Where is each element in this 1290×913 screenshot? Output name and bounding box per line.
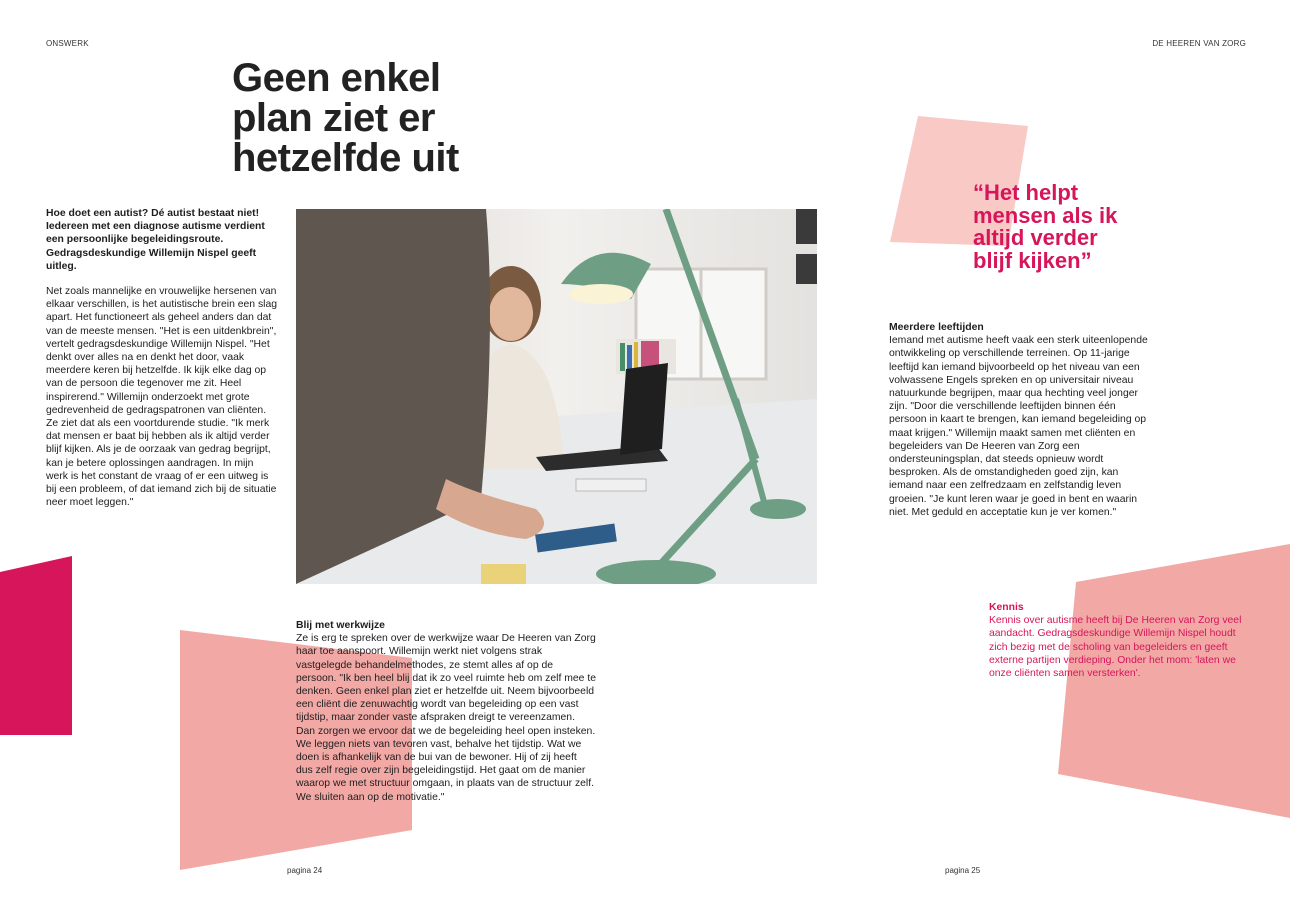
section-heading: Blij met werkwijze xyxy=(296,620,385,631)
running-head-right: DE HEEREN VAN ZORG xyxy=(1152,39,1246,48)
kennis-text: Kennis over autisme heeft bij De Heeren van Zorg veel aandacht. Gedragsdeskundige Willemijn Nispel houdt zich bezig met de scholing van begeleiders en geeft externe partijen verdieping. Onder het mom: 'laten we onze cliënten samen versterken'. xyxy=(989,615,1242,680)
pull-quote xyxy=(973,182,1173,272)
headline-line: Geen enkel xyxy=(232,56,441,100)
section-text: Iemand met autisme heeft vaak een sterk uiteenlopende ontwikkeling op verschillende terreinen. Op 11-jarige leeftijd kan iemand bijvoorbeeld op het niveau van een volwassene Engels spreken en op universitair niveau natuurkunde begrijpen, maar qua hechting veel jonger zijn. "Door die verschillende leeftijden binnen één persoon in kaart te brengen, kan iemand begeleiding op maat krijgen." Willemijn maakt samen met cliënten en begeleiders van De Heeren van Zorg een ondersteuningsplan, dat steeds opnieuw wordt besproken. Als de omstandigheden goed zijn, kan iemand naar een zelfredzaam en zelfstandig leven groeien. "Je kunt leren waar je goed in bent en waarin niet. Met geduld en acceptatie kun je ver komen." xyxy=(889,335,1148,518)
running-head-left: ONSWERK xyxy=(46,39,89,48)
kennis-box xyxy=(989,601,1254,680)
section-bottom xyxy=(296,619,596,804)
quote-line: altijd verder xyxy=(973,225,1098,250)
section-right xyxy=(889,321,1154,519)
headline-line: plan ziet er xyxy=(232,96,435,140)
quote-line: blijf kijken” xyxy=(973,247,1092,273)
quote-line: mensen als ik xyxy=(973,202,1118,228)
salmon-right-shape xyxy=(1058,544,1290,818)
quote-line: “Het helpt xyxy=(973,180,1079,205)
section-text: Ze is erg te spreken over de werkwijze waar De Heeren van Zorg haar toe aanspoort. Willemijn werkt niet volgens strak vastgelegde behandelmethodes, ze stemt alles af op de persoon. "Ik ben heel blij dat ik zo veel ruimte heb om zelf mee te denken. Geen enkel plan ziet er hetzelfde uit. Neem bijvoorbeeld een cliënt die zenuwachtig wordt van begeleiding op een vast tijdstip, maar zonder vaste afspraken dreigt te vereenzamen. Dan zorgen we ervoor dat we de begeleiding heel open insteken. We leggen niets van tevoren vast, behalve het tijdstip. Wat we doen is afhankelijk van de bui van de bewoner. Hij of zij heeft dus zelf regie over zijn begeleidingstijd. Het gaat om de manier waarop we met structuur omgaan, in plaats van de structuur zelf. We sluiten aan op de motivatie." xyxy=(296,633,596,803)
magenta-left-edge-shape xyxy=(0,556,72,735)
page-number-left: pagina 24 xyxy=(287,866,323,875)
column-1-text: Net zoals mannelijke en vrouwelijke hersenen van elkaar verschillen, is het autistische brein een slag apart. Het functioneert als geheel anders dan dat van de meeste mensen. "Het is een uitdenkbrein", vertelt gedragsdeskundige Willemijn Nispel. "Het denkt over alles na en denkt het door, vaak meerdere keren bij hetzelfde. Ik kijk elke dag op van de persoon die tegenover me zit. Heel inspirerend." Willemijn onderzoekt met grote gedrevenheid de gedragspatronen van cliënten. Ze ziet dat als een voortdurende studie. "Ik merk dat mensen er baat bij hebben als ik altijd verder blijf kijken. Als je de oorzaak van gedrag begrijpt, kan je betere oplossingen aandragen. In mijn werk is het constant de vraag of er een uitweg is bij een probleem, of dat iemand zich bij de situatie neer moet leggen." xyxy=(46,286,278,509)
section-heading: Meerdere leeftijden xyxy=(889,322,984,333)
article-photo xyxy=(296,209,817,584)
kennis-heading: Kennis xyxy=(989,602,1024,613)
headline-line: hetzelfde uit xyxy=(232,136,459,180)
article-headline xyxy=(232,58,552,178)
intro-paragraph: Hoe doet een autist? Dé autist bestaat niet! Iedereen met een diagnose autisme verdient een persoonlijke begeleidingsroute. Gedragsdeskundige Willemijn Nispel geeft uitleg. xyxy=(46,208,265,272)
page-number-right: pagina 25 xyxy=(945,866,981,875)
